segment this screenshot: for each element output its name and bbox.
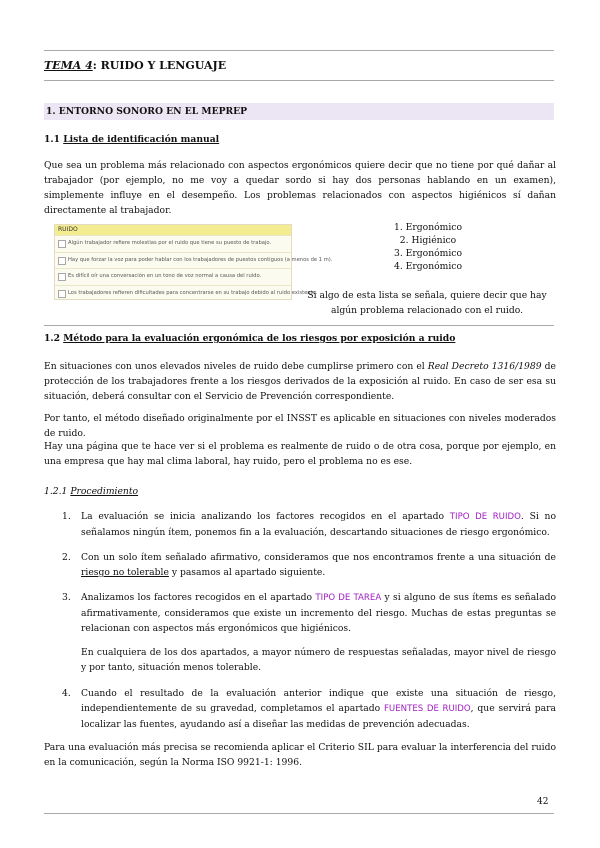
paragraph-noise-check: Hay una página que te hace ver si el problema es realmente de ruido o de otra cosa, porque por ejemplo, en una empresa que hay mal clima laboral, hay ruido, pero el problema no es ese. (44, 441, 556, 467)
title-rule (44, 80, 554, 81)
paragraph-criterio-sil: Para una evaluación más precisa se recomienda aplicar el Criterio SIL para evaluar la interferencia del ruido en la comunicación, según la Norma ISO 9921-1: 1996. (44, 742, 556, 768)
list-item: 2. Higiénico (399, 235, 457, 246)
checklist-header: RUIDO (55, 225, 291, 235)
page-title: TEMA 4: RUIDO Y LENGUAJE (44, 59, 227, 72)
step-number: 2. (62, 552, 71, 563)
step-number: 4. (62, 688, 71, 699)
checklist-row: Es difícil oír una conversación en un tono de voz normal a causa del ruido. (55, 268, 291, 285)
top-rule (44, 50, 554, 51)
subsection-heading-1-2: 1.2 Método para la evaluación ergonómica de los riesgos por exposición a ruido (44, 333, 456, 344)
step-4: Cuando el resultado de la evaluación anterior indique que existe una situación de riesgo, independientemente de su gravedad, completamos el apartado FUENTES DE RUIDO, que servirá para localizar las fuentes, ayudando así a diseñar las medidas de prevención adecuadas. (81, 688, 557, 730)
step-number: 1. (62, 511, 71, 522)
step-1: La evaluación se inicia analizando los factores recogidos en el apartado TIPO DE RUIDO. Si no señalamos ningún ítem, ponemos fin a la evaluación, descartando situaciones de riesgo ergonómico. (81, 511, 557, 538)
paragraph-ergonomic: Que sea un problema más relacionado con aspectos ergonómicos quiere decir que no tiene por qué dañar al trabajador (por ejemplo, no me voy a quedar sordo si hay dos personas hablando en un examen), simplemente influye en el desempeño. Los problemas relacionados con aspectos higiénicos sí dañan directamente al trabajador. (44, 160, 556, 216)
subsection-heading-1-2-1: 1.2.1 Procedimiento (44, 486, 139, 497)
list-item: 3. Ergonómico (394, 248, 462, 259)
step-number: 3. (62, 592, 71, 603)
checklist-row: Algún trabajador refiere molestias por el ruido que tiene su puesto de trabajo. (55, 235, 291, 252)
section-heading: 1. ENTORNO SONORO EN EL MEPREP (46, 106, 248, 117)
step-3-note: En cualquiera de los dos apartados, a mayor número de respuestas señaladas, mayor nivel de riesgo y por tanto, situación menos tolerable. (81, 647, 556, 673)
list-note: Si algo de esta lista se señala, quiere decir que hay algún problema relacionado con el ruido. (307, 290, 547, 316)
checklist-row: Hay que forzar la voz para poder hablar con los trabajadores de puestos contiguos (a menos de 1 m). (55, 252, 291, 269)
page-number: 42 (537, 797, 549, 807)
section-rule (44, 325, 554, 326)
subsection-heading-1-1: 1.1 Lista de identificación manual (44, 134, 220, 145)
checkbox (58, 273, 66, 281)
step-3: Analizamos los factores recogidos en el apartado TIPO DE TAREA y si alguno de sus ítems es señalado afirmativamente, consideramos que existe un incremento del riesgo. Muchas de estas preguntas se relacionan con aspectos más ergonómicos que higiénicos. (81, 592, 556, 634)
checkbox (58, 290, 66, 298)
paragraph-real-decreto: En situaciones con unos elevados niveles de ruido debe cumplirse primero con el Real Decreto 1316/1989 de protección de los trabajadores frente a los riesgos derivados de la exposición al ruido. En caso de ser esa su situación, deberá consultar con el Servicio de Prevención correspondiente. (44, 361, 556, 402)
paragraph-insst: Por tanto, el método diseñado originalmente por el INSST es aplicable en situaciones con niveles moderados de ruido. (44, 413, 556, 439)
checklist-image (54, 224, 333, 300)
ordered-list (386, 221, 470, 273)
checkbox (58, 257, 66, 265)
step-2: Con un solo ítem señalado afirmativo, consideramos que nos encontramos frente a una situación de riesgo no tolerable y pasamos al apartado siguiente. (81, 552, 556, 578)
checkbox (58, 240, 66, 248)
list-item: 4. Ergonómico (394, 261, 462, 272)
bottom-rule (44, 813, 554, 814)
checklist-row: Los trabajadores refieren dificultades para concentrarse en su trabajo debido al ruido existente. (55, 285, 291, 302)
list-item: 1. Ergonómico (394, 222, 462, 233)
